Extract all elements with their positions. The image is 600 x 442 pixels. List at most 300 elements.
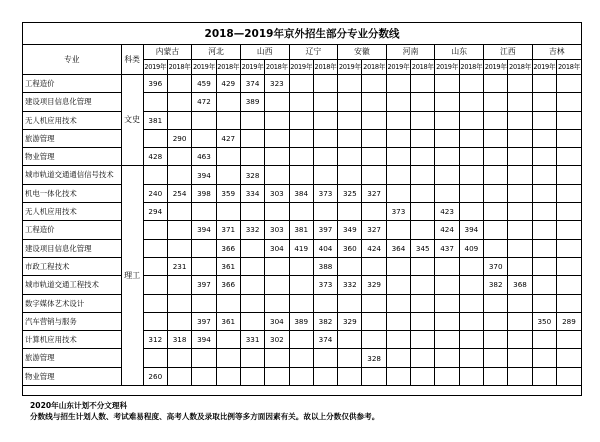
score-cell bbox=[508, 367, 532, 385]
score-cell bbox=[484, 294, 508, 312]
score-cell bbox=[411, 276, 435, 294]
score-cell: 374 bbox=[313, 331, 337, 349]
score-cell: 424 bbox=[362, 239, 386, 257]
score-cell bbox=[167, 148, 191, 166]
score-cell: 396 bbox=[143, 75, 167, 93]
score-cell bbox=[459, 111, 483, 129]
score-cell bbox=[508, 111, 532, 129]
score-cell bbox=[484, 312, 508, 330]
score-cell bbox=[411, 349, 435, 367]
major-name: 市政工程技术 bbox=[23, 257, 121, 275]
year-header: 2019年 bbox=[532, 60, 556, 75]
score-cell bbox=[240, 111, 264, 129]
score-cell bbox=[532, 239, 556, 257]
footnote: 分数线与招生计划人数、考试难易程度、高考人数及录取比例等多方面因素有关。故以上分数仅供参考。 bbox=[30, 412, 380, 421]
score-cell bbox=[386, 349, 410, 367]
score-cell bbox=[484, 148, 508, 166]
table-row bbox=[23, 312, 581, 330]
score-cell bbox=[459, 166, 483, 184]
score-cell bbox=[459, 367, 483, 385]
score-cell bbox=[508, 184, 532, 202]
score-cell: 240 bbox=[143, 184, 167, 202]
category-cell: 文史 bbox=[121, 75, 143, 166]
score-cell bbox=[484, 349, 508, 367]
major-name: 无人机应用技术 bbox=[23, 111, 121, 129]
score-cell bbox=[265, 257, 289, 275]
score-cell bbox=[143, 166, 167, 184]
score-cell bbox=[216, 111, 240, 129]
score-cell bbox=[459, 312, 483, 330]
score-cell bbox=[143, 239, 167, 257]
score-cell bbox=[192, 111, 216, 129]
score-cell bbox=[484, 75, 508, 93]
score-cell bbox=[435, 93, 459, 111]
score-cell bbox=[143, 129, 167, 147]
score-cell: 318 bbox=[167, 331, 191, 349]
major-name: 工程造价 bbox=[23, 221, 121, 239]
score-cell bbox=[289, 93, 313, 111]
score-cell bbox=[411, 166, 435, 184]
score-cell: 303 bbox=[265, 184, 289, 202]
score-cell bbox=[459, 129, 483, 147]
score-cell bbox=[313, 75, 337, 93]
score-cell bbox=[192, 239, 216, 257]
major-name: 旅游管理 bbox=[23, 129, 121, 147]
score-cell bbox=[532, 184, 556, 202]
score-cell bbox=[216, 294, 240, 312]
score-cell: 423 bbox=[435, 203, 459, 221]
score-cell bbox=[411, 331, 435, 349]
score-cell bbox=[362, 367, 386, 385]
table-row bbox=[23, 367, 581, 385]
score-cell: 472 bbox=[192, 93, 216, 111]
score-cell bbox=[411, 148, 435, 166]
score-cell: 459 bbox=[192, 75, 216, 93]
score-cell bbox=[143, 349, 167, 367]
score-cell: 373 bbox=[313, 276, 337, 294]
major-name: 物业管理 bbox=[23, 367, 121, 385]
score-cell bbox=[289, 111, 313, 129]
score-cell bbox=[265, 203, 289, 221]
footnote: 2020年山东计划不分文理科 bbox=[30, 401, 128, 410]
footnotes bbox=[30, 400, 379, 422]
score-cell bbox=[532, 203, 556, 221]
score-cell bbox=[265, 111, 289, 129]
score-cell bbox=[362, 166, 386, 184]
score-cell bbox=[532, 331, 556, 349]
province-header: 山西 bbox=[240, 45, 289, 60]
score-cell: 361 bbox=[216, 257, 240, 275]
year-header: 2018年 bbox=[362, 60, 386, 75]
year-header: 2018年 bbox=[167, 60, 191, 75]
major-name: 建设项目信息化管理 bbox=[23, 239, 121, 257]
score-cell bbox=[167, 203, 191, 221]
score-cell bbox=[556, 75, 581, 93]
major-name: 城市轨道交通工程技术 bbox=[23, 276, 121, 294]
score-cell: 397 bbox=[192, 276, 216, 294]
score-cell bbox=[167, 367, 191, 385]
score-cell bbox=[362, 111, 386, 129]
year-header: 2019年 bbox=[289, 60, 313, 75]
score-cell bbox=[556, 111, 581, 129]
score-cell bbox=[313, 203, 337, 221]
score-cell bbox=[484, 239, 508, 257]
score-cell bbox=[289, 294, 313, 312]
score-cell: 361 bbox=[216, 312, 240, 330]
score-cell bbox=[556, 166, 581, 184]
score-cell: 366 bbox=[216, 239, 240, 257]
score-cell bbox=[508, 221, 532, 239]
score-cell bbox=[459, 203, 483, 221]
score-cell bbox=[338, 148, 362, 166]
score-cell bbox=[508, 166, 532, 184]
score-cell bbox=[411, 111, 435, 129]
score-cell bbox=[386, 75, 410, 93]
score-cell bbox=[240, 349, 264, 367]
score-cell bbox=[556, 129, 581, 147]
score-cell bbox=[411, 294, 435, 312]
score-cell: 327 bbox=[362, 221, 386, 239]
year-header: 2019年 bbox=[192, 60, 216, 75]
province-header: 山东 bbox=[435, 45, 484, 60]
score-cell bbox=[216, 349, 240, 367]
score-cell bbox=[435, 257, 459, 275]
score-table bbox=[23, 45, 581, 386]
score-cell bbox=[435, 129, 459, 147]
score-cell bbox=[338, 75, 362, 93]
score-cell bbox=[265, 276, 289, 294]
score-cell bbox=[313, 294, 337, 312]
score-cell bbox=[484, 367, 508, 385]
score-cell: 349 bbox=[338, 221, 362, 239]
score-cell bbox=[386, 184, 410, 202]
score-cell bbox=[411, 93, 435, 111]
table-row bbox=[23, 93, 581, 111]
score-cell: 323 bbox=[265, 75, 289, 93]
header-row-provinces bbox=[23, 45, 581, 60]
score-cell bbox=[532, 276, 556, 294]
score-cell: 312 bbox=[143, 331, 167, 349]
score-cell: 397 bbox=[313, 221, 337, 239]
score-cell bbox=[240, 239, 264, 257]
score-cell bbox=[216, 203, 240, 221]
score-cell bbox=[484, 221, 508, 239]
province-header: 河北 bbox=[192, 45, 241, 60]
score-cell bbox=[167, 294, 191, 312]
score-cell: 398 bbox=[192, 184, 216, 202]
year-header: 2018年 bbox=[556, 60, 581, 75]
score-cell bbox=[556, 331, 581, 349]
score-cell: 389 bbox=[240, 93, 264, 111]
score-cell bbox=[435, 276, 459, 294]
score-cell bbox=[435, 111, 459, 129]
score-cell bbox=[411, 257, 435, 275]
score-cell bbox=[143, 276, 167, 294]
score-cell bbox=[435, 331, 459, 349]
province-header: 吉林 bbox=[532, 45, 581, 60]
score-cell bbox=[435, 294, 459, 312]
score-cell bbox=[265, 294, 289, 312]
score-cell: 260 bbox=[143, 367, 167, 385]
year-header: 2018年 bbox=[508, 60, 532, 75]
score-cell bbox=[508, 257, 532, 275]
score-cell bbox=[289, 166, 313, 184]
score-cell: 394 bbox=[192, 166, 216, 184]
table-row bbox=[23, 239, 581, 257]
score-cell: 303 bbox=[265, 221, 289, 239]
score-cell bbox=[289, 349, 313, 367]
score-cell bbox=[556, 367, 581, 385]
score-cell bbox=[143, 257, 167, 275]
score-cell bbox=[532, 129, 556, 147]
score-cell bbox=[362, 148, 386, 166]
score-cell bbox=[216, 367, 240, 385]
score-cell: 463 bbox=[192, 148, 216, 166]
score-cell: 231 bbox=[167, 257, 191, 275]
score-cell bbox=[508, 349, 532, 367]
year-header: 2019年 bbox=[484, 60, 508, 75]
score-cell: 419 bbox=[289, 239, 313, 257]
score-cell bbox=[508, 239, 532, 257]
score-cell bbox=[411, 221, 435, 239]
score-cell: 304 bbox=[265, 239, 289, 257]
score-cell bbox=[532, 166, 556, 184]
score-cell bbox=[313, 129, 337, 147]
score-cell bbox=[386, 129, 410, 147]
score-cell bbox=[289, 331, 313, 349]
score-cell bbox=[484, 331, 508, 349]
score-cell: 382 bbox=[313, 312, 337, 330]
score-cell: 397 bbox=[192, 312, 216, 330]
score-cell: 329 bbox=[362, 276, 386, 294]
score-cell bbox=[435, 312, 459, 330]
score-cell bbox=[435, 166, 459, 184]
score-cell bbox=[435, 75, 459, 93]
score-cell bbox=[508, 93, 532, 111]
sheet-title: 2018—2019年京外招生部分专业分数线 bbox=[23, 23, 581, 45]
table-row bbox=[23, 111, 581, 129]
score-cell bbox=[411, 75, 435, 93]
score-cell bbox=[556, 349, 581, 367]
score-cell bbox=[532, 294, 556, 312]
score-cell bbox=[192, 294, 216, 312]
major-name: 工程造价 bbox=[23, 75, 121, 93]
score-cell: 302 bbox=[265, 331, 289, 349]
score-cell bbox=[216, 166, 240, 184]
score-cell: 437 bbox=[435, 239, 459, 257]
score-cell bbox=[167, 93, 191, 111]
score-cell bbox=[192, 129, 216, 147]
score-cell: 394 bbox=[192, 221, 216, 239]
score-cell bbox=[167, 349, 191, 367]
table-row bbox=[23, 129, 581, 147]
table-row bbox=[23, 257, 581, 275]
score-cell bbox=[411, 203, 435, 221]
score-cell bbox=[338, 331, 362, 349]
table-row bbox=[23, 184, 581, 202]
score-cell bbox=[508, 331, 532, 349]
score-cell: 381 bbox=[289, 221, 313, 239]
score-cell: 373 bbox=[313, 184, 337, 202]
score-cell bbox=[556, 203, 581, 221]
score-cell bbox=[508, 294, 532, 312]
table-row bbox=[23, 221, 581, 239]
score-cell: 370 bbox=[484, 257, 508, 275]
score-cell bbox=[386, 312, 410, 330]
score-cell: 328 bbox=[362, 349, 386, 367]
score-cell: 429 bbox=[216, 75, 240, 93]
score-cell bbox=[289, 75, 313, 93]
score-cell: 331 bbox=[240, 331, 264, 349]
score-cell bbox=[216, 331, 240, 349]
score-cell bbox=[362, 331, 386, 349]
score-cell bbox=[435, 349, 459, 367]
score-cell bbox=[386, 221, 410, 239]
score-cell bbox=[240, 257, 264, 275]
score-cell bbox=[556, 221, 581, 239]
score-cell: 384 bbox=[289, 184, 313, 202]
major-name: 城市轨道交通通信信号技术 bbox=[23, 166, 121, 184]
score-cell: 404 bbox=[313, 239, 337, 257]
score-cell bbox=[167, 221, 191, 239]
major-name: 无人机应用技术 bbox=[23, 203, 121, 221]
score-cell bbox=[240, 148, 264, 166]
year-header: 2018年 bbox=[411, 60, 435, 75]
score-cell bbox=[362, 203, 386, 221]
score-cell: 325 bbox=[338, 184, 362, 202]
score-cell bbox=[411, 184, 435, 202]
score-cell: 294 bbox=[143, 203, 167, 221]
score-cell bbox=[532, 111, 556, 129]
score-cell bbox=[265, 129, 289, 147]
score-cell bbox=[508, 312, 532, 330]
major-name: 计算机应用技术 bbox=[23, 331, 121, 349]
year-header: 2018年 bbox=[265, 60, 289, 75]
score-cell bbox=[386, 294, 410, 312]
score-cell bbox=[240, 129, 264, 147]
score-cell bbox=[289, 203, 313, 221]
score-cell bbox=[508, 203, 532, 221]
province-header: 内蒙古 bbox=[143, 45, 192, 60]
score-cell: 332 bbox=[240, 221, 264, 239]
score-cell: 424 bbox=[435, 221, 459, 239]
score-cell bbox=[411, 129, 435, 147]
score-cell bbox=[484, 203, 508, 221]
score-cell: 329 bbox=[338, 312, 362, 330]
score-cell bbox=[532, 75, 556, 93]
score-cell: 373 bbox=[386, 203, 410, 221]
score-cell bbox=[484, 129, 508, 147]
table-row bbox=[23, 294, 581, 312]
score-cell bbox=[508, 129, 532, 147]
score-cell bbox=[532, 367, 556, 385]
score-cell: 334 bbox=[240, 184, 264, 202]
score-cell bbox=[362, 75, 386, 93]
score-cell bbox=[192, 367, 216, 385]
score-cell bbox=[167, 75, 191, 93]
score-cell bbox=[338, 93, 362, 111]
score-cell: 345 bbox=[411, 239, 435, 257]
score-cell bbox=[313, 148, 337, 166]
score-cell bbox=[435, 148, 459, 166]
score-cell: 350 bbox=[532, 312, 556, 330]
province-header: 江西 bbox=[484, 45, 533, 60]
score-cell bbox=[265, 148, 289, 166]
score-cell bbox=[338, 294, 362, 312]
year-header: 2019年 bbox=[338, 60, 362, 75]
score-cell: 304 bbox=[265, 312, 289, 330]
score-cell bbox=[556, 276, 581, 294]
score-cell: 366 bbox=[216, 276, 240, 294]
score-cell bbox=[240, 312, 264, 330]
score-cell bbox=[532, 349, 556, 367]
score-cell bbox=[459, 257, 483, 275]
score-cell bbox=[459, 93, 483, 111]
score-cell bbox=[143, 312, 167, 330]
score-cell bbox=[362, 257, 386, 275]
score-cell bbox=[386, 111, 410, 129]
score-cell bbox=[192, 257, 216, 275]
score-cell bbox=[484, 166, 508, 184]
score-cell: 328 bbox=[240, 166, 264, 184]
score-cell bbox=[411, 367, 435, 385]
category-header: 科类 bbox=[121, 45, 143, 75]
score-cell: 409 bbox=[459, 239, 483, 257]
score-cell bbox=[556, 294, 581, 312]
score-cell bbox=[338, 349, 362, 367]
score-cell bbox=[313, 166, 337, 184]
score-cell bbox=[265, 367, 289, 385]
score-cell: 359 bbox=[216, 184, 240, 202]
score-cell bbox=[362, 294, 386, 312]
table-row bbox=[23, 349, 581, 367]
score-cell bbox=[289, 148, 313, 166]
score-cell bbox=[459, 75, 483, 93]
table-row bbox=[23, 331, 581, 349]
year-header: 2018年 bbox=[459, 60, 483, 75]
score-cell bbox=[484, 184, 508, 202]
score-cell bbox=[484, 93, 508, 111]
score-cell bbox=[386, 148, 410, 166]
score-cell bbox=[338, 129, 362, 147]
score-cell bbox=[192, 203, 216, 221]
year-header: 2019年 bbox=[240, 60, 264, 75]
major-name: 机电一体化技术 bbox=[23, 184, 121, 202]
table-row bbox=[23, 276, 581, 294]
score-cell bbox=[338, 257, 362, 275]
score-cell bbox=[508, 75, 532, 93]
score-cell bbox=[313, 367, 337, 385]
score-cell bbox=[216, 93, 240, 111]
score-cell bbox=[143, 93, 167, 111]
major-name: 汽车营销与服务 bbox=[23, 312, 121, 330]
score-cell: 368 bbox=[508, 276, 532, 294]
score-cell bbox=[313, 349, 337, 367]
score-cell bbox=[556, 257, 581, 275]
score-cell bbox=[167, 111, 191, 129]
score-cell bbox=[338, 111, 362, 129]
score-cell bbox=[167, 166, 191, 184]
score-cell bbox=[167, 276, 191, 294]
score-cell: 394 bbox=[192, 331, 216, 349]
score-cell bbox=[362, 312, 386, 330]
score-cell: 290 bbox=[167, 129, 191, 147]
score-cell bbox=[459, 148, 483, 166]
table-row bbox=[23, 75, 581, 93]
score-cell bbox=[386, 331, 410, 349]
score-cell: 364 bbox=[386, 239, 410, 257]
score-cell: 371 bbox=[216, 221, 240, 239]
